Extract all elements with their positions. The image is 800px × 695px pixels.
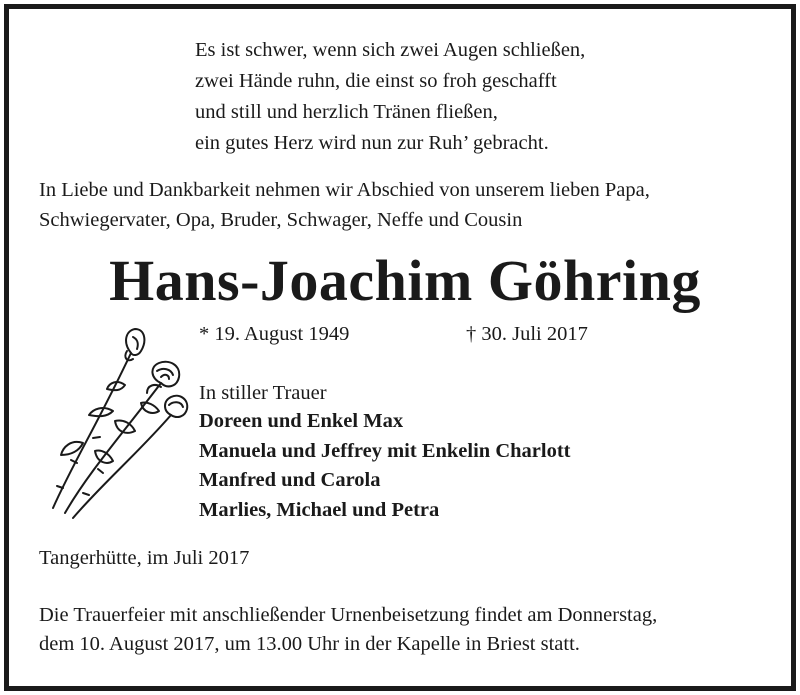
poem — [195, 35, 585, 159]
birth-date: * 19. August 1949 — [199, 323, 350, 345]
deceased-name: Hans-Joachim Göhring — [109, 248, 701, 313]
poem-line: und still und herzlich Tränen fließen, — [195, 101, 498, 123]
mourner-entry: Marlies, Michael und Petra — [199, 498, 440, 521]
funeral-notice — [39, 601, 657, 659]
notice-line: Die Trauerfeier mit anschließender Urnenbeisetzung findet am Donnerstag, — [39, 604, 658, 626]
poem-line: zwei Hände ruhn, die einst so froh geschafft — [195, 70, 557, 92]
obituary-frame — [4, 4, 796, 691]
poem-line: ein gutes Herz wird nun zur Ruh’ gebracht. — [195, 132, 549, 154]
intro-line: In Liebe und Dankbarkeit nehmen wir Abschied von unserem lieben Papa, — [39, 179, 650, 201]
poem-line: Es ist schwer, wenn sich zwei Augen schließen, — [195, 39, 586, 61]
intro-line: Schwiegervater, Opa, Bruder, Schwager, Neffe und Cousin — [39, 209, 523, 231]
mourning-label: In stiller Trauer — [199, 382, 327, 404]
place-date: Tangerhütte, im Juli 2017 — [39, 547, 250, 569]
notice-line: dem 10. August 2017, um 13.00 Uhr in der Kapelle in Briest statt. — [39, 633, 580, 655]
death-date: † 30. Juli 2017 — [466, 323, 588, 345]
mourners-list — [199, 407, 570, 525]
mourner-entry: Doreen und Enkel Max — [199, 410, 404, 432]
mourner-entry: Manfred und Carola — [199, 469, 381, 491]
mourner-entry: Manuela und Jeffrey mit Enkelin Charlott — [199, 439, 571, 462]
roses-illustration-icon — [43, 323, 193, 533]
intro-text — [39, 175, 650, 235]
